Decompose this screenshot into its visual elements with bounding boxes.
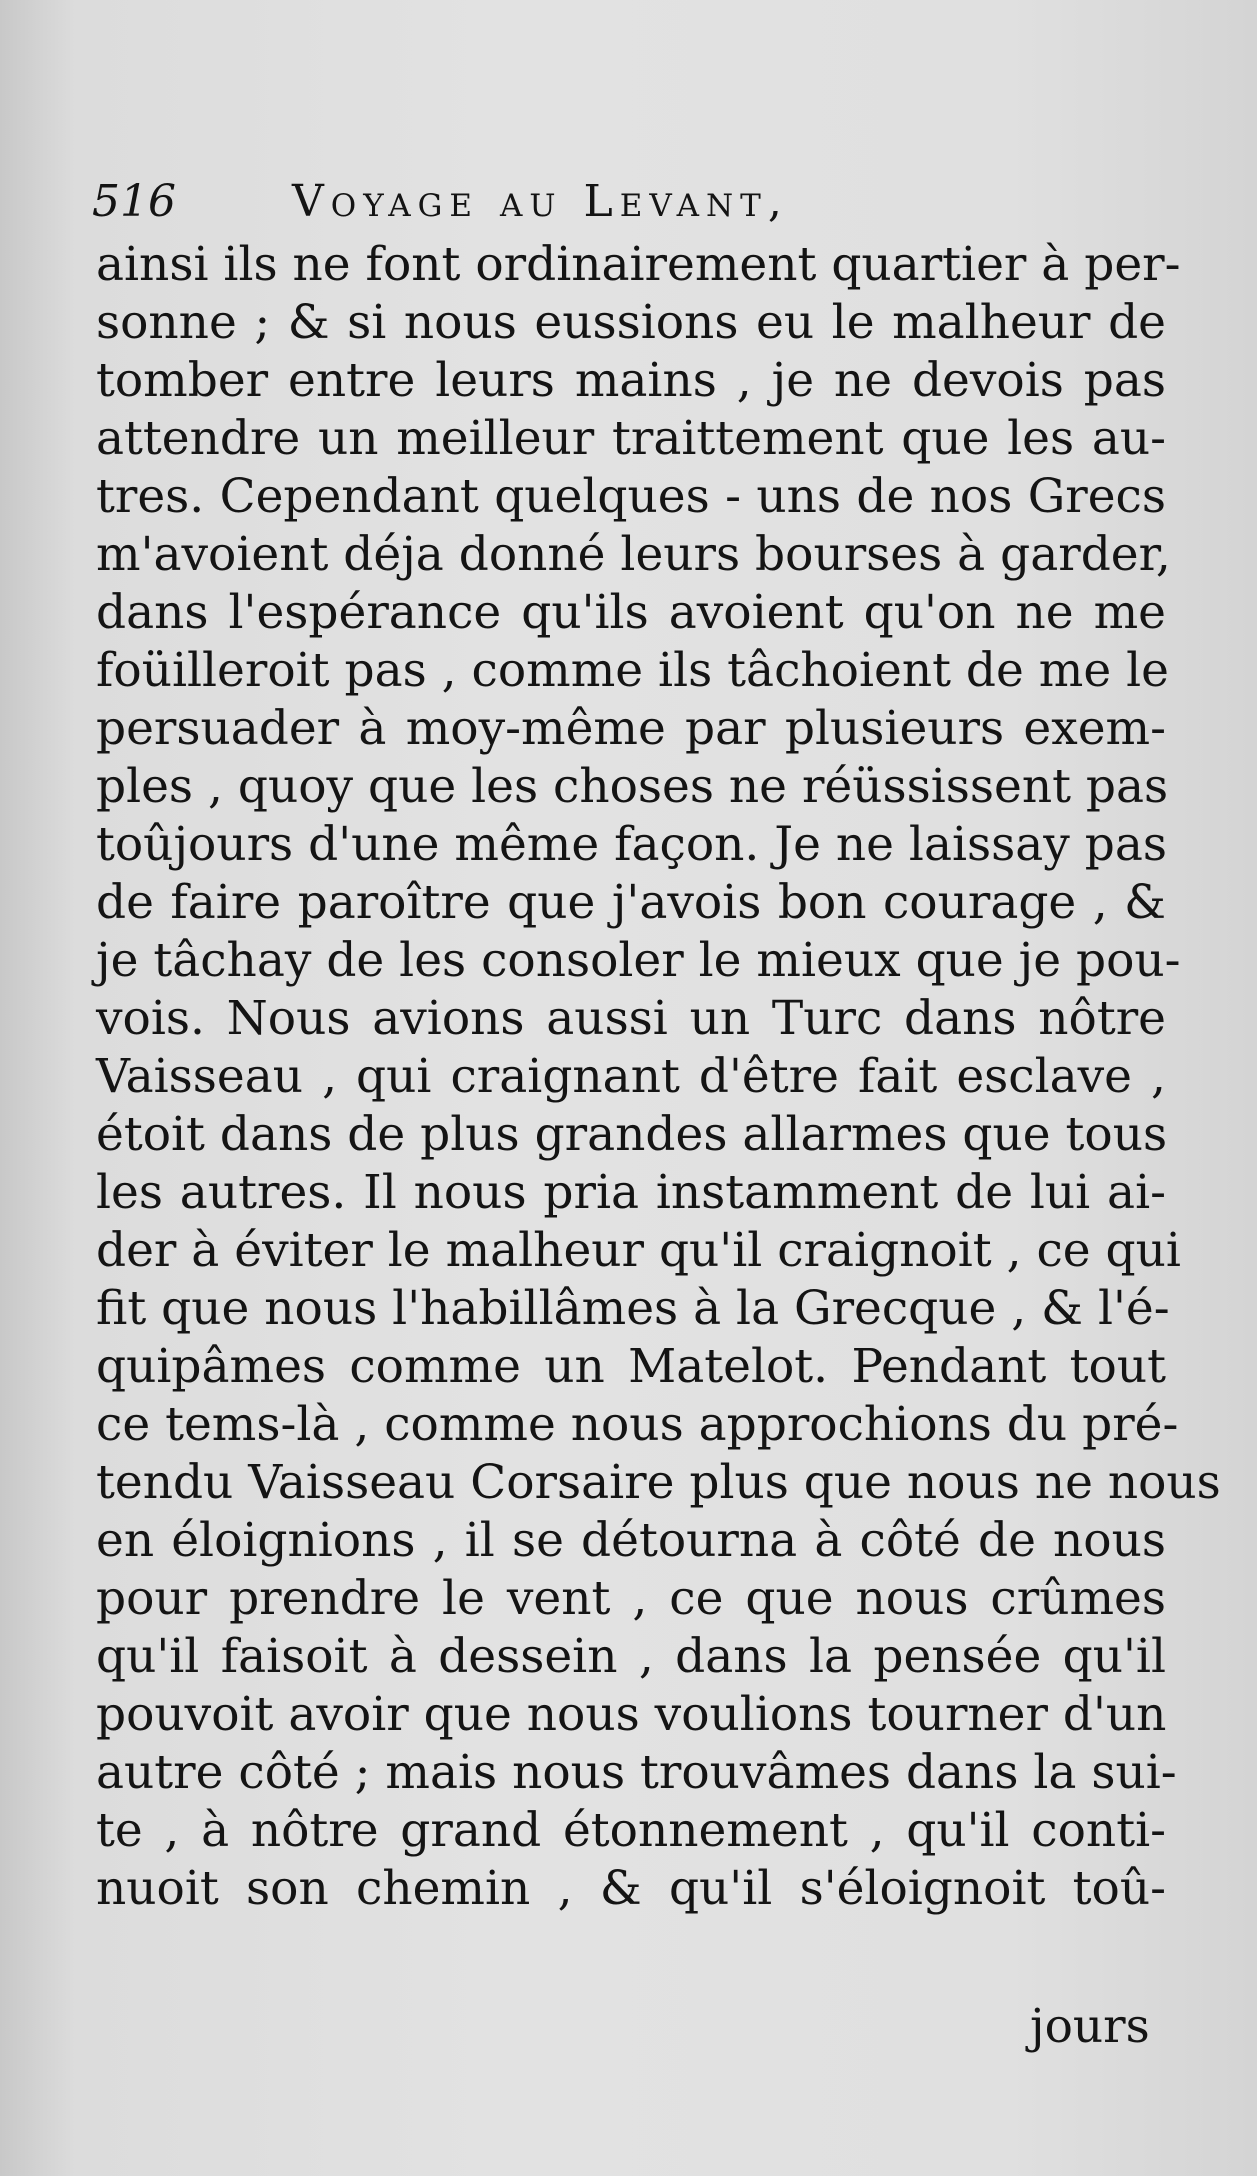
text-line: der à éviter le malheur qu'il craignoit , ce qui bbox=[96, 1223, 1181, 1278]
text-line: tres. Cependant quelques - uns de nos Grecs bbox=[96, 469, 1166, 524]
text-line: fit que nous l'habillâmes à la Grecque , & l'é- bbox=[96, 1281, 1170, 1336]
text-line: qu'il faisoit à dessein , dans la pensée qu'il bbox=[96, 1629, 1166, 1684]
text-line: tomber entre leurs mains , je ne devois pas bbox=[96, 353, 1166, 408]
text-line: je tâchay de les consoler le mieux que je pou- bbox=[96, 933, 1181, 988]
text-line: sonne ; & si nous eussions eu le malheur de bbox=[96, 295, 1166, 350]
text-line: en éloignions , il se détourna à côté de nous bbox=[96, 1513, 1166, 1568]
running-title: Voyage au Levant, bbox=[292, 176, 789, 227]
text-line: de faire paroître que j'avois bon courage , & bbox=[96, 875, 1166, 930]
text-line: ainsi ils ne font ordinairement quartier à per- bbox=[96, 237, 1181, 292]
text-line: Vaisseau , qui craignant d'être fait esclave , bbox=[96, 1049, 1166, 1104]
text-line: attendre un meilleur traittement que les au- bbox=[96, 411, 1166, 466]
text-line: toûjours d'une même façon. Je ne laissay pas bbox=[96, 817, 1167, 872]
text-line: autre côté ; mais nous trouvâmes dans la sui- bbox=[96, 1745, 1177, 1800]
text-line: te , à nôtre grand étonnement , qu'il conti- bbox=[96, 1803, 1166, 1858]
text-line: nuoit son chemin , & qu'il s'éloignoit toû- bbox=[96, 1861, 1166, 1916]
text-line: ples , quoy que les choses ne réüssissent pas bbox=[96, 759, 1169, 814]
page-header bbox=[92, 172, 1172, 242]
text-line: dans l'espérance qu'ils avoient qu'on ne me bbox=[96, 585, 1166, 640]
text-line: tendu Vaisseau Corsaire plus que nous ne nous bbox=[96, 1455, 1221, 1510]
page-number: 516 bbox=[92, 176, 176, 227]
text-line: les autres. Il nous pria instamment de lui ai- bbox=[96, 1165, 1166, 1220]
text-line: m'avoient déja donné leurs bourses à garder, bbox=[96, 527, 1171, 582]
text-line: étoit dans de plus grandes allarmes que tous bbox=[96, 1107, 1168, 1162]
text-line: persuader à moy-même par plusieurs exem- bbox=[96, 701, 1166, 756]
text-line: ce tems-là , comme nous approchions du pré- bbox=[96, 1397, 1179, 1452]
text-line: foüilleroit pas , comme ils tâchoient de me le bbox=[96, 643, 1169, 698]
text-line: vois. Nous avions aussi un Turc dans nôtre bbox=[96, 991, 1166, 1046]
text-line: pouvoit avoir que nous voulions tourner d'un bbox=[96, 1687, 1167, 1742]
text-line: pour prendre le vent , ce que nous crûmes bbox=[96, 1571, 1166, 1626]
text-line: quipâmes comme un Matelot. Pendant tout bbox=[96, 1339, 1166, 1394]
catchword: jours bbox=[1030, 1999, 1150, 2054]
